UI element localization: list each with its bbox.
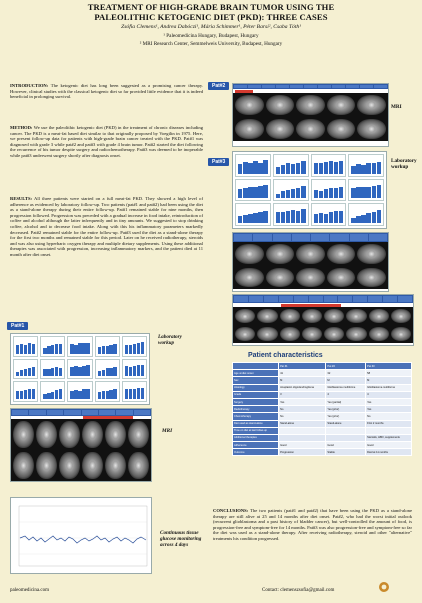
table-cell — [326, 434, 366, 441]
method-text: We use the paleolithic ketogenic diet (PKD) in the treatment of chronic diseases including cancer. The PKD is a meat-fat based diet similar to that originally proposed by Voegtlin in 1975. Here, we present follow-up data for patients with high-grade brain cancer treated with the PKD. Pat#1 was diagnosed with grade 3 while pat#2 and pat#3 with grade 4 brain tumor. Pat#2 started the diet following the recurrence of his tumor despite surgery and radiochemotherapy. Pat#3 was deemed to be inoperable while pat#3 underwent surgery shortly after diagnosis onset. — [10, 125, 203, 158]
table-cell: Yes (partial) — [326, 398, 366, 405]
table-cell: 4 — [326, 391, 366, 398]
table-cell: No — [366, 413, 412, 420]
table-row-header: Adherence — [233, 442, 279, 449]
pat1-lab-panel — [10, 333, 150, 405]
table-cell: Good — [279, 442, 326, 449]
table-header-cell — [233, 363, 279, 370]
table-row-header: Outcome — [233, 449, 279, 456]
conclusions-section — [213, 508, 412, 542]
patient-characteristics-table — [232, 362, 412, 456]
table-cell — [366, 427, 412, 434]
lab-workup-label-left: Laboratory workup — [158, 334, 182, 346]
table-header-row — [233, 363, 412, 370]
logo-icon — [376, 580, 412, 598]
table-cell: No — [279, 413, 326, 420]
table-row-header: Surgery — [233, 398, 279, 405]
pat2-mri-panel — [232, 83, 389, 147]
table-row — [233, 420, 412, 427]
table-row — [233, 413, 412, 420]
table-row — [233, 398, 412, 405]
affiliation-2: ² MRI Research Center, Semmelweis University, Budapest, Hungary — [139, 41, 283, 47]
table-row — [233, 449, 412, 456]
table-cell: Yes — [366, 406, 412, 413]
conclusions-text: The two patients (pat#1 and pat#2) that have been using the PKD as a stand-alone therapy are still alive at 25 and 14 months after diet onset. Pat#2, who had the worst initial outlook (recurrent glioblastoma and a past history of bladder cancer), but well-controlled the amount of food, is progression-free and symptom-free for 14 months. Pat#3 was also progression-free and symptom-free so far the diet was used as a stand-alone therapy. After receiving radiotherapy, steroid and other "alternative" treatments his condition progressed. — [213, 508, 412, 541]
table-header-cell: Pat #2 — [326, 363, 366, 370]
footer-website: paleomedicina.com — [10, 588, 50, 593]
table-cell — [279, 434, 326, 441]
introduction-heading: INTRODUCTION: — [10, 83, 49, 88]
introduction-section — [10, 83, 203, 100]
pat1-mri-wide-row-2 — [233, 325, 413, 343]
paleomedicina-logo — [376, 580, 412, 598]
method-section — [10, 125, 203, 159]
table-row-header: Sex — [233, 377, 279, 384]
table-row-header: Histology — [233, 384, 279, 391]
table-cell — [279, 427, 326, 434]
pat3-mri-row-2 — [233, 266, 388, 289]
patient-characteristics-heading: Patient characteristics — [248, 352, 323, 359]
pat2-mri-row-1 — [233, 93, 388, 117]
pat1-mri-row-1 — [11, 419, 151, 450]
table-cell: Steroids, HBO, supplements — [366, 434, 412, 441]
table-cell: Yes (prior) — [326, 413, 366, 420]
table-row-header: Time on diet at last follow-up — [233, 427, 279, 434]
table-cell: 3 — [279, 391, 326, 398]
footer-contact: Contact: clemenszsofia@gmail.com — [262, 588, 335, 593]
results-text: All three patients were started on a full meat-fat PKD. They showed a high level of adherence as evidenced by laboratory follow-up. Two patients (pat#1 and pat#2) had been using the diet as a stand-alone therapy during their entire follow-up. Pat#1 remained stable for nine months, then progression followed. Progression was preceded with a gradual increase in food intake, reintroduction of coffee and alcohol although the latter infrequently and in tiny amounts. We suggested to stop drinking coffee, alcohol and to decrease food intake. Along with this his inflammatory parameters markedly decreased. Pat#2 remained stable for the entire follow-up. Pat#3 used the diet as a stand-alone therapy for the first two months and remained stable for this period. Later on he received radiotherapy, steroids and was also using hyperbaric oxygen therapy and multiple dietary supplements. Using these additional therapies was associated with progression, increasing inflammatory markers, and the patient died at 11 month after diet onset. — [10, 196, 203, 257]
table-row-header: Diet used as stand-alone — [233, 420, 279, 427]
table-row — [233, 442, 412, 449]
table-row-header: Chemotherapy — [233, 413, 279, 420]
affiliation-1: ¹ Paleomedicina Hungary, Budapest, Hungary — [163, 33, 259, 39]
table-cell — [326, 427, 366, 434]
title-line-2: PALEOLITHIC KETOGENIC DIET (PKD): THREE CASES — [94, 11, 328, 22]
pat2-tag: Pat#2 — [208, 82, 229, 90]
poster-title — [10, 3, 412, 22]
table-cell: Stand-alone — [279, 420, 326, 427]
pat1-tag: Pat#1 — [7, 322, 28, 330]
table-cell: M — [366, 377, 412, 384]
table-cell: M — [326, 377, 366, 384]
table-cell: Glioblastoma multiforme — [366, 384, 412, 391]
conclusions-heading: CONCLUSIONS: — [213, 508, 249, 513]
table-row-header: Radiotherapy — [233, 406, 279, 413]
table-cell: Stand-alone — [326, 420, 366, 427]
table-cell: M — [279, 377, 326, 384]
pat3-mri-row-1 — [233, 242, 388, 266]
table-row — [233, 377, 412, 384]
table-row-header: Age at diet onset — [233, 370, 279, 377]
table-cell: Glioblastoma multiforme — [326, 384, 366, 391]
table-cell: Yes — [366, 398, 412, 405]
patient-characteristics-table-wrap — [232, 362, 412, 456]
introduction-text: The ketogenic diet has long been suggested as a promising cancer therapy. However, clinical studies with the classical ketogenic diet so far provided little evidence that it is indeed beneficial in prolonging survival. — [10, 83, 203, 100]
table-cell: Anaplastic oligodendroglioma — [279, 384, 326, 391]
table-cell: Stable — [326, 449, 366, 456]
pat3-tag: Pat#3 — [208, 158, 229, 166]
cgm-trace-graphic — [11, 498, 151, 573]
results-section — [10, 196, 203, 258]
table-cell: 41 — [279, 370, 326, 377]
table-row — [233, 406, 412, 413]
table-row — [233, 370, 412, 377]
cgm-panel — [10, 497, 152, 574]
mri-label-top: MRI — [391, 104, 402, 110]
pat2-mri-row-2 — [233, 117, 388, 141]
table-row — [233, 391, 412, 398]
table-cell: No — [279, 406, 326, 413]
cgm-label: Continuous tissue glucose monitoring across 4 days — [160, 530, 202, 548]
table-cell: 32 — [326, 370, 366, 377]
pat1-mri-panel — [10, 408, 152, 482]
title-line-1: TREATMENT OF HIGH-GRADE BRAIN TUMOR USING THE — [87, 2, 335, 12]
pat1-mri-wide-row-1 — [233, 307, 413, 325]
table-cell: Yes — [279, 398, 326, 405]
table-row — [233, 384, 412, 391]
method-heading: METHOD: — [10, 125, 33, 130]
table-cell: Progression — [279, 449, 326, 456]
table-cell: Yes (prior) — [326, 406, 366, 413]
table-header-cell: Pat #1 — [279, 363, 326, 370]
table-row-header: Additional therapies — [233, 434, 279, 441]
table-row — [233, 427, 412, 434]
table-row — [233, 434, 412, 441]
table-row-header: Grade — [233, 391, 279, 398]
lab-workup-label-right: Laboratory workup — [391, 158, 417, 170]
table-cell: 58 — [366, 370, 412, 377]
results-heading: RESULTS: — [10, 196, 33, 201]
table-cell: Good — [326, 442, 366, 449]
pat1-mri-row-2 — [11, 450, 151, 481]
table-cell: 4 — [366, 391, 412, 398]
table-cell: First 2 months — [366, 420, 412, 427]
table-cell: Good — [366, 442, 412, 449]
mri-label-left: MRI — [162, 428, 173, 434]
pat3-mri-panel — [232, 232, 389, 292]
table-cell: Died at 11 months — [366, 449, 412, 456]
authors: Zsófia Clemens¹, Andrea Dabóczi¹, Mária Schimmer¹, Péter Barsi², Csaba Tóth¹ — [121, 24, 301, 30]
pat3-lab-panel — [232, 151, 387, 229]
table-header-cell: Pat #3 — [366, 363, 412, 370]
pat1-mri-wide-panel — [232, 294, 414, 346]
